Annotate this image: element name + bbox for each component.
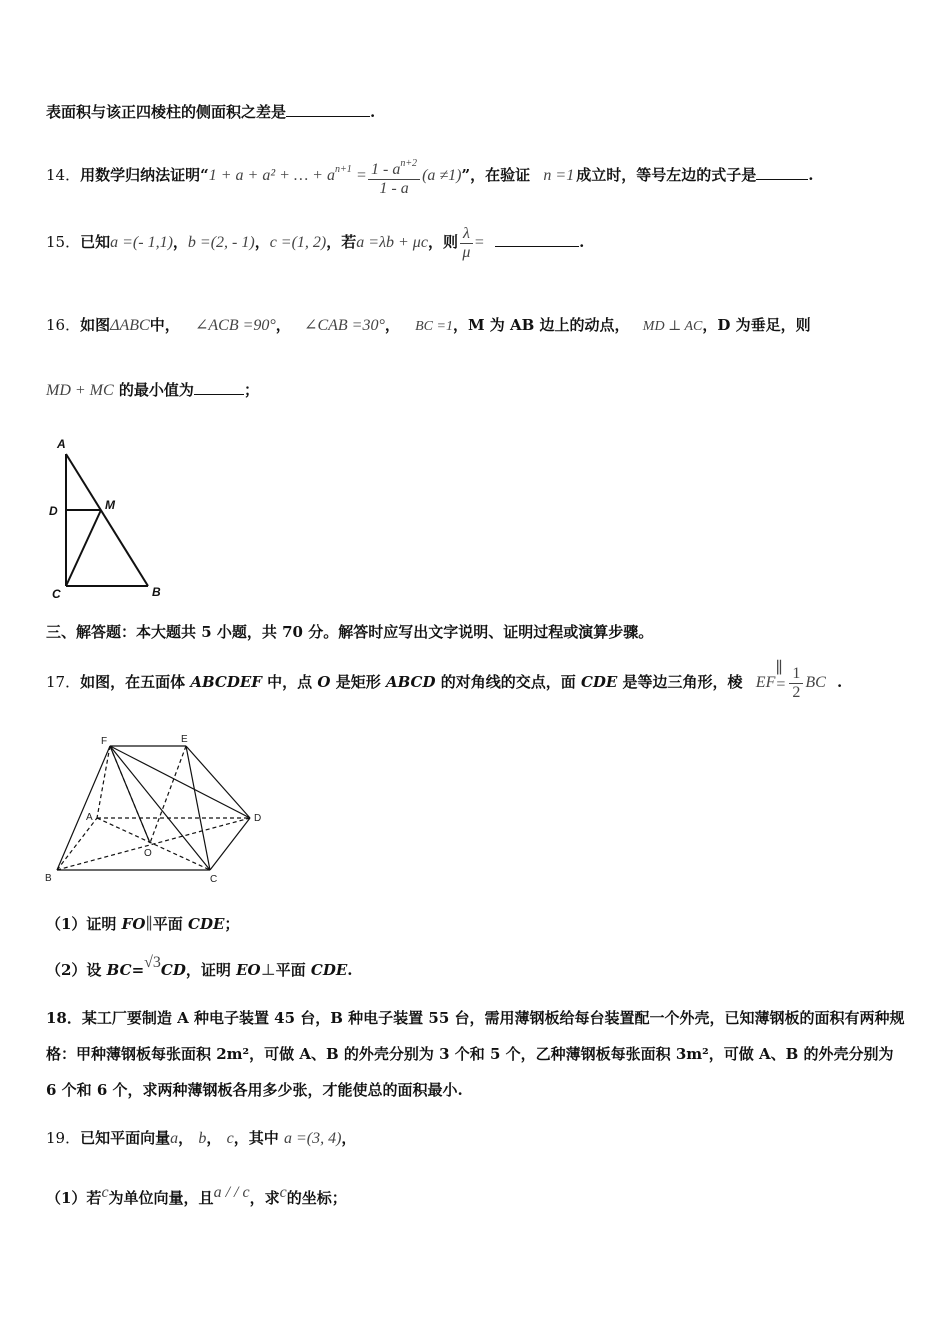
question-15: 15．已知a =(- 1,1)，b =(2, - 1)，c =(1, 2)，若a =λb + μc，则 $\frac{\lambda}{\mu}$ = . — [46, 224, 585, 261]
label-b: B — [45, 873, 52, 884]
lambda-mu-fraction: $\frac{\lambda}{\mu}$ — [460, 225, 473, 262]
edge-ba — [57, 818, 97, 870]
answer-blank — [756, 165, 808, 180]
pentahedron-figure — [40, 728, 270, 888]
question-14: 14．用数学归纳法证明“1 + a + a² + … + $a^{n+1}$ = $\frac{1 - a^{n+2}}{1 - a}$ (a ≠1)”，在验证 n =1 成立时，等号左边的式子是 . — [46, 148, 813, 198]
label-m: M — [105, 498, 115, 512]
label-c: C — [52, 587, 61, 601]
question-16: 16．如图ΔABC中， ∠ACB =90°， ∠CAB =30°， BC =1，M 为 AB 边上的动点， MD ⊥ AC，D 为垂足，则 — [46, 316, 811, 334]
sum-expression: 1 + a + a² + … + $a^{n+1}$ — [208, 164, 352, 184]
label-d: D — [49, 504, 58, 518]
half-fraction: $\frac{1}{2}$ — [789, 665, 803, 702]
segment-eo — [150, 746, 186, 843]
question-18: 18．某工厂要制造 A 种电子装置 45 台，B 种电子装置 55 台，需用薄钢板给每台装置配一个外壳，已知薄钢板的面积有两种规格：甲种薄钢板每张面积 2m²，可做 A、B 的外壳分别为 3 个和 5 个，乙种薄钢板每张面积 3m²，可做 A、B 的外壳分别为 6 个和 6 个，求两种薄钢板各用多少张，才能使总的面积最小. — [46, 1009, 905, 1099]
label-a: A — [57, 437, 66, 451]
label-o: O — [144, 848, 152, 859]
segment-mc — [66, 510, 101, 586]
label-c: C — [210, 874, 218, 885]
label-d: D — [254, 813, 262, 824]
question-19-part-1: （1）若c为单位向量，且a / / c，求c的坐标； — [46, 1184, 347, 1207]
question-17: 17．如图，在五面体 ABCDEF 中，点 O 是矩形 ABCD 的对角线的交点，面 CDE 是等边三角形，棱 EF ∥ = $\frac{1}{2}$ BC . — [46, 660, 843, 701]
diagonal-bd — [57, 818, 250, 870]
sum-fraction: $\frac{1 - a^{n+2}}{1 - a}$ — [368, 155, 420, 198]
answer-blank — [194, 380, 244, 395]
label-a: A — [86, 812, 93, 823]
label-f: F — [101, 736, 108, 747]
question-17-part-2: （2）设 BC=√3CD，证明 EO⊥平面 CDE. — [46, 954, 353, 979]
edge-fa — [97, 746, 110, 818]
label-e: E — [181, 734, 188, 745]
edge-fb — [57, 746, 110, 870]
edge-ab — [66, 454, 148, 586]
q13-tail: 表面积与该正四棱柱的侧面积之差是 . — [46, 103, 376, 121]
triangle-figure — [40, 432, 170, 602]
answer-blank — [286, 102, 370, 117]
question-19: 19．已知平面向量a， b， c，其中 a =(3, 4)， — [46, 1129, 357, 1147]
section-3-heading: 三、解答题：本大题共 5 小题，共 70 分。解答时应写出文字说明、证明过程或演算步骤。 — [46, 623, 654, 641]
edge-cd — [210, 818, 250, 870]
edge-ec — [186, 746, 210, 870]
question-17-part-1: （1）证明 FO∥平面 CDE； — [46, 915, 240, 933]
edge-fd — [110, 746, 250, 818]
edge-ed — [186, 746, 250, 818]
answer-blank — [495, 232, 579, 247]
label-b: B — [152, 585, 161, 599]
question-16-line2: MD + MC 的最小值为 ； — [46, 381, 259, 399]
